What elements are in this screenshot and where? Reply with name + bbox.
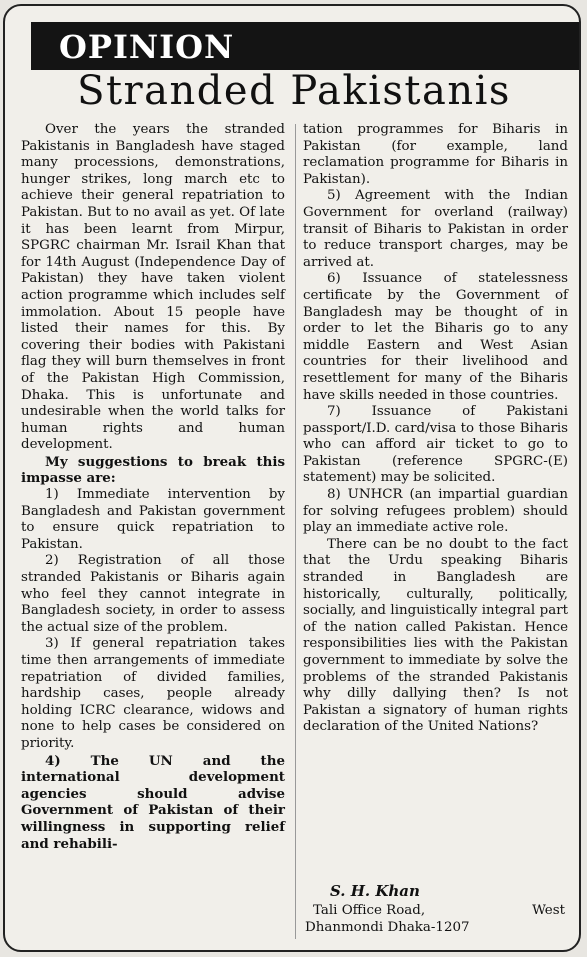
right-column <box>303 122 568 736</box>
paragraph-suggestion-3: 3) If general repatriation takes time then arrangements of immediate repatriation of divided families, hardship cases, people already holding ICRC clearance, widows and none to help cases be considered on priority. <box>21 636 285 751</box>
paragraph-suggestion-8: 8) UNHCR (an impartial guardian for solving refugees problem) should play an immediate active role. <box>303 487 568 536</box>
left-column <box>21 122 285 852</box>
paragraph-continuation: tation programmes for Biharis in Pakistan (for example, land reclamation programme for Biharis in Pakistan). <box>303 122 568 187</box>
newspaper-clipping <box>3 4 581 952</box>
address-line-1-end: West <box>532 903 565 918</box>
author-address <box>305 902 565 936</box>
paragraph-intro: Over the years the stranded Pakistanis in Bangladesh have staged many processions, demonstrations, hunger strikes, long march etc to achieve their general repatriation to Pakistan. But to no avail as yet. Of late it has been learnt from Mirpur, SPGRC chairman Mr. Israil Khan that for 14th August (Independence Day of Pakistan) they have taken violent action programme which includes self immolation. About 15 people have listed their names for this. By covering their bodies with Pakistani flag they will burn themselves in front of the Pakistan High Commission, Dhaka. This is unfortunate and undesirable when the world talks for human rights and human development. <box>21 122 285 453</box>
author-name: S. H. Khan <box>330 882 420 900</box>
address-line-2: Dhanmondi Dhaka-1207 <box>305 920 470 935</box>
address-line-1: Tali Office Road, <box>313 903 426 918</box>
headline: Stranded Pakistanis <box>77 68 511 114</box>
paragraph-suggestion-1: 1) Immediate intervention by Bangladesh and Pakistan government to ensure quick repatriation to Pakistan. <box>21 487 285 552</box>
paragraph-suggestion-5: 5) Agreement with the Indian Government for overland (railway) transit of Biharis to Pakistan in order to reduce transport charges, may be arrived at. <box>303 188 568 270</box>
paragraph-suggestion-2: 2) Registration of all those stranded Pakistanis or Biharis again who feel they cannot integrate in Bangladesh society, in order to assess the actual size of the problem. <box>21 553 285 635</box>
paragraph-suggestion-4: 4) The UN and the international development agencies should advise Government of Pakistan of their willingness in supporting relief and rehabili- <box>21 752 285 852</box>
section-banner <box>31 22 581 70</box>
paragraph-suggestions: My suggestions to break this impasse are: <box>21 453 285 487</box>
section-label: OPINION <box>59 28 235 66</box>
paragraph-conclusion: There can be no doubt to the fact that the Urdu speaking Biharis stranded in Bangladesh are historically, culturally, politically, socially, and linguistically integral part of the nation called Pakistan. Hence responsibilities lies with the Pakistan government to immediate by solve the problems of the stranded Pakistanis why dilly dallying then? Is not Pakistan a signatory of human rights declaration of the United Nations? <box>303 536 568 735</box>
paragraph-suggestion-7: 7) Issuance of Pakistani passport/I.D. card/visa to those Biharis who can afford air ticket to go to Pakistan (reference SPGRC-(E) statement) may be solicited. <box>303 404 568 486</box>
paragraph-suggestion-6: 6) Issuance of statelessness certificate by the Government of Bangladesh may be thought of in order to let the Biharis go to any middle Eastern and West Asian countries for their livelihood and resettlement for many of the Biharis have skills needed in those countries. <box>303 271 568 403</box>
column-divider <box>295 124 296 939</box>
